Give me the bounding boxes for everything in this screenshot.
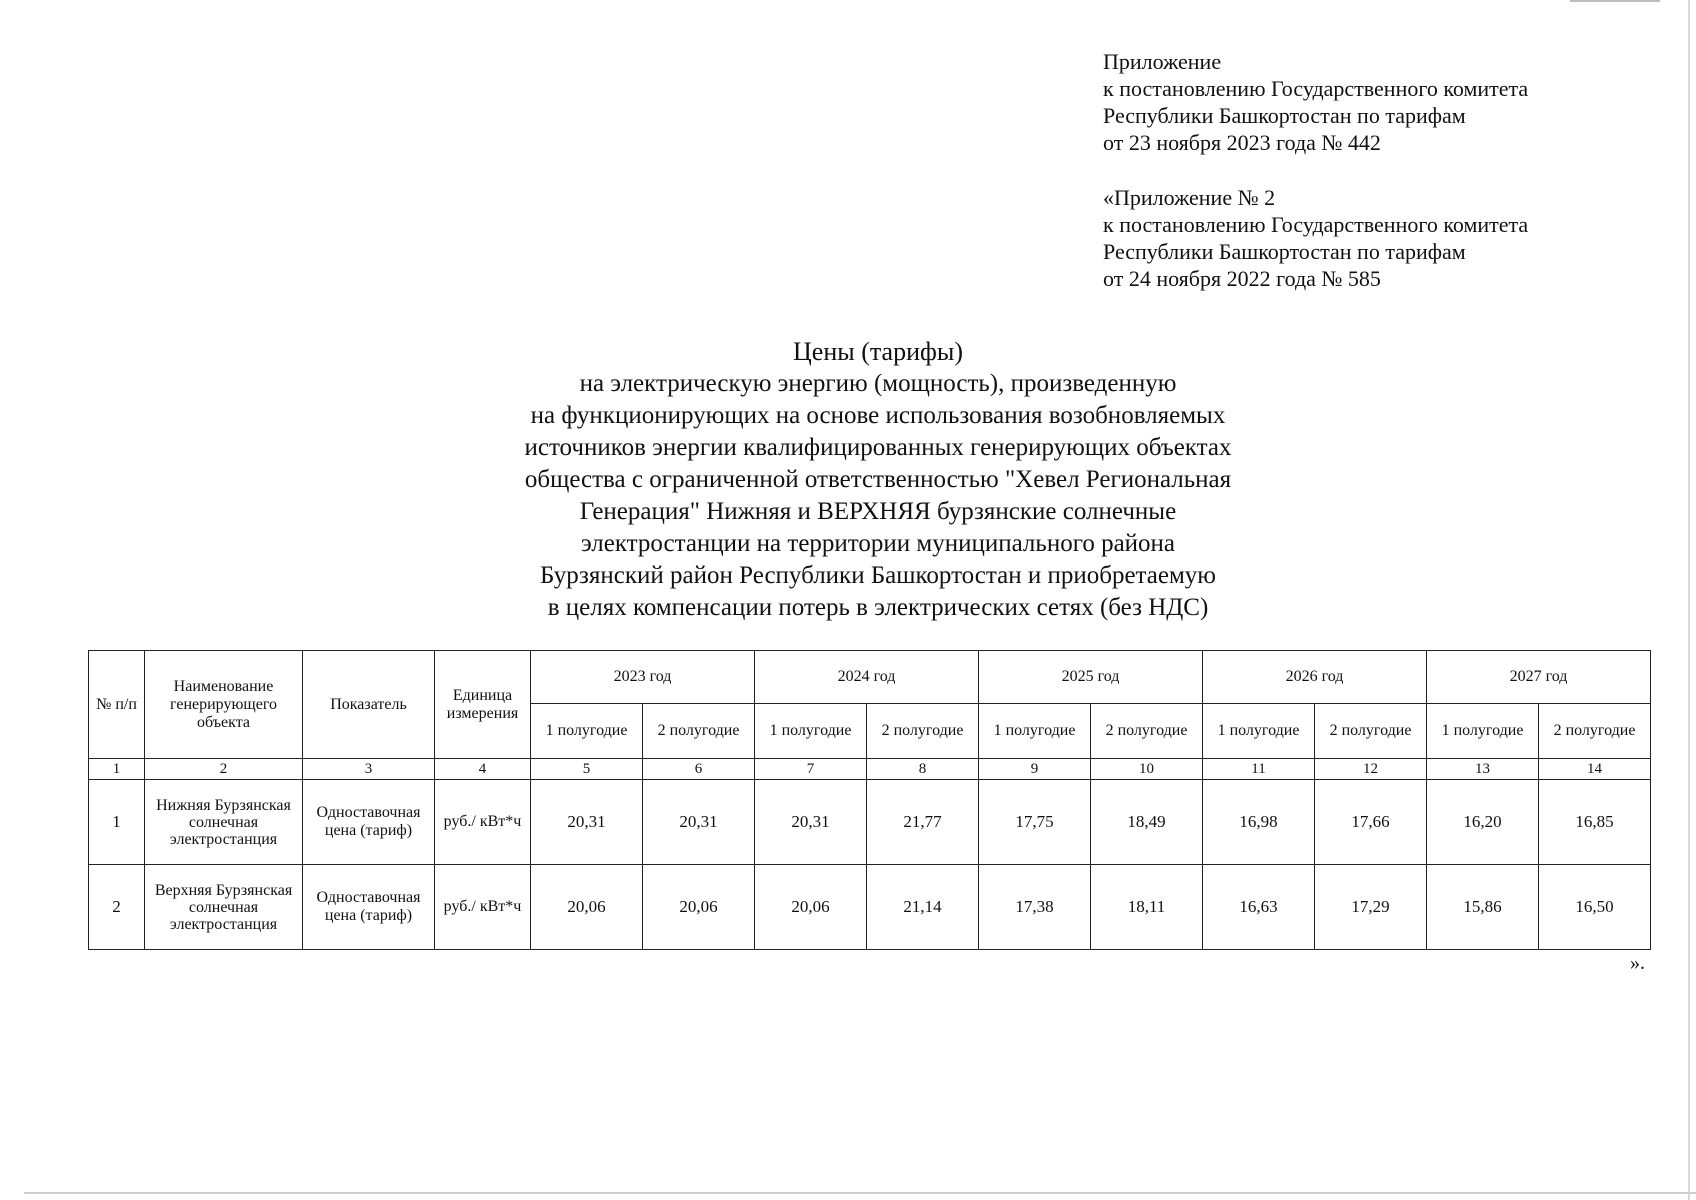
column-number: 12 (1315, 759, 1427, 780)
column-number: 3 (303, 759, 435, 780)
appendix-line: Республики Башкортостан по тарифам (1103, 103, 1466, 128)
tariff-value: 18,11 (1091, 865, 1203, 950)
column-number: 10 (1091, 759, 1203, 780)
title-line: Бурзянский район Республики Башкортостан и приобретаемую (540, 562, 1216, 589)
tariff-value: 17,66 (1315, 780, 1427, 865)
row-indicator: Одноставочная цена (тариф) (303, 865, 435, 950)
column-number: 13 (1427, 759, 1539, 780)
appendix-line: Республики Башкортостан по тарифам (1103, 239, 1466, 264)
tariff-value: 20,31 (755, 780, 867, 865)
title-line: электростанции на территории муниципального района (580, 530, 1176, 557)
header-year: 2027 год (1427, 651, 1651, 704)
header-indicator: Показатель (303, 651, 435, 759)
row-object: Нижняя Бурзянская солнечная электростанция (145, 780, 303, 865)
header-half-2: 2 полугодие (1539, 704, 1651, 759)
title-line: в целях компенсации потерь в электрических сетях (без НДС) (547, 594, 1209, 621)
table-row (89, 780, 1651, 865)
column-number-row (89, 759, 1651, 780)
header-half-1: 1 полугодие (531, 704, 643, 759)
tariff-value: 16,20 (1427, 780, 1539, 865)
appendix-line: Приложение (1103, 49, 1222, 74)
tariff-value: 15,86 (1427, 865, 1539, 950)
tariff-value: 20,31 (531, 780, 643, 865)
title-line: общества с ограниченной ответственностью "Хевел Региональная (524, 466, 1232, 493)
column-number: 8 (867, 759, 979, 780)
column-number: 2 (145, 759, 303, 780)
header-half-1: 1 полугодие (1427, 704, 1539, 759)
header-year: 2026 год (1203, 651, 1427, 704)
title-line: на функционирующих на основе использования возобновляемых (530, 402, 1226, 429)
title-line: источников энергии квалифицированных генерирующих объектах (524, 434, 1232, 461)
tariff-value: 16,63 (1203, 865, 1315, 950)
tariff-value: 16,98 (1203, 780, 1315, 865)
appendix-line: «Приложение № 2 (1103, 185, 1276, 210)
header-row-years (89, 651, 1651, 704)
tariff-value: 20,06 (755, 865, 867, 950)
header-half-2: 2 полугодие (867, 704, 979, 759)
appendix-line: от 23 ноября 2023 года № 442 (1103, 130, 1381, 155)
title-line: на электрическую энергию (мощность), произведенную (579, 370, 1177, 397)
header-year: 2025 год (979, 651, 1203, 704)
column-number: 1 (89, 759, 145, 780)
tariff-value: 17,75 (979, 780, 1091, 865)
tariff-value: 17,38 (979, 865, 1091, 950)
appendix-previous-resolution (1103, 184, 1528, 292)
header-num: № п/п (89, 651, 145, 759)
column-number: 9 (979, 759, 1091, 780)
tariff-table (88, 650, 1651, 950)
header-half-1: 1 полугодие (755, 704, 867, 759)
tariff-value: 20,06 (531, 865, 643, 950)
column-number: 5 (531, 759, 643, 780)
tariff-value: 17,29 (1315, 865, 1427, 950)
closing-quote-mark: ». (1630, 952, 1645, 974)
header-year: 2023 год (531, 651, 755, 704)
column-number: 4 (435, 759, 531, 780)
tariff-value: 21,14 (867, 865, 979, 950)
tariff-value: 21,77 (867, 780, 979, 865)
row-num: 2 (89, 865, 145, 950)
page-edge-right (1688, 0, 1690, 1200)
document-title (440, 336, 1316, 624)
appendix-current-resolution (1103, 48, 1528, 156)
row-unit: руб./ кВт*ч (435, 780, 531, 865)
row-num: 1 (89, 780, 145, 865)
row-indicator: Одноставочная цена (тариф) (303, 780, 435, 865)
row-unit: руб./ кВт*ч (435, 865, 531, 950)
row-object: Верхняя Бурзянская солнечная электростанция (145, 865, 303, 950)
header-object: Наименование генерирующего объекта (145, 651, 303, 759)
appendix-line: от 24 ноября 2022 года № 585 (1103, 266, 1381, 291)
tariff-value: 16,50 (1539, 865, 1651, 950)
header-half-1: 1 полугодие (979, 704, 1091, 759)
header-half-1: 1 полугодие (1203, 704, 1315, 759)
scan-mark-top (1570, 0, 1660, 2)
tariff-value: 20,31 (643, 780, 755, 865)
header-half-2: 2 полугодие (1091, 704, 1203, 759)
header-unit: Единица измерения (435, 651, 531, 759)
column-number: 11 (1203, 759, 1315, 780)
title-line: Генерация" Нижняя и ВЕРХНЯЯ бурзянские солнечные (579, 498, 1177, 525)
page-edge-bottom (24, 1192, 1696, 1194)
tariff-value: 20,06 (643, 865, 755, 950)
header-year: 2024 год (755, 651, 979, 704)
table-row (89, 865, 1651, 950)
tariff-value: 18,49 (1091, 780, 1203, 865)
column-number: 7 (755, 759, 867, 780)
appendix-line: к постановлению Государственного комитета (1103, 212, 1529, 237)
appendix-line: к постановлению Государственного комитета (1103, 76, 1529, 101)
title-heading: Цены (тарифы) (793, 337, 963, 366)
header-half-2: 2 полугодие (1315, 704, 1427, 759)
tariff-value: 16,85 (1539, 780, 1651, 865)
column-number: 6 (643, 759, 755, 780)
header-half-2: 2 полугодие (643, 704, 755, 759)
column-number: 14 (1539, 759, 1651, 780)
